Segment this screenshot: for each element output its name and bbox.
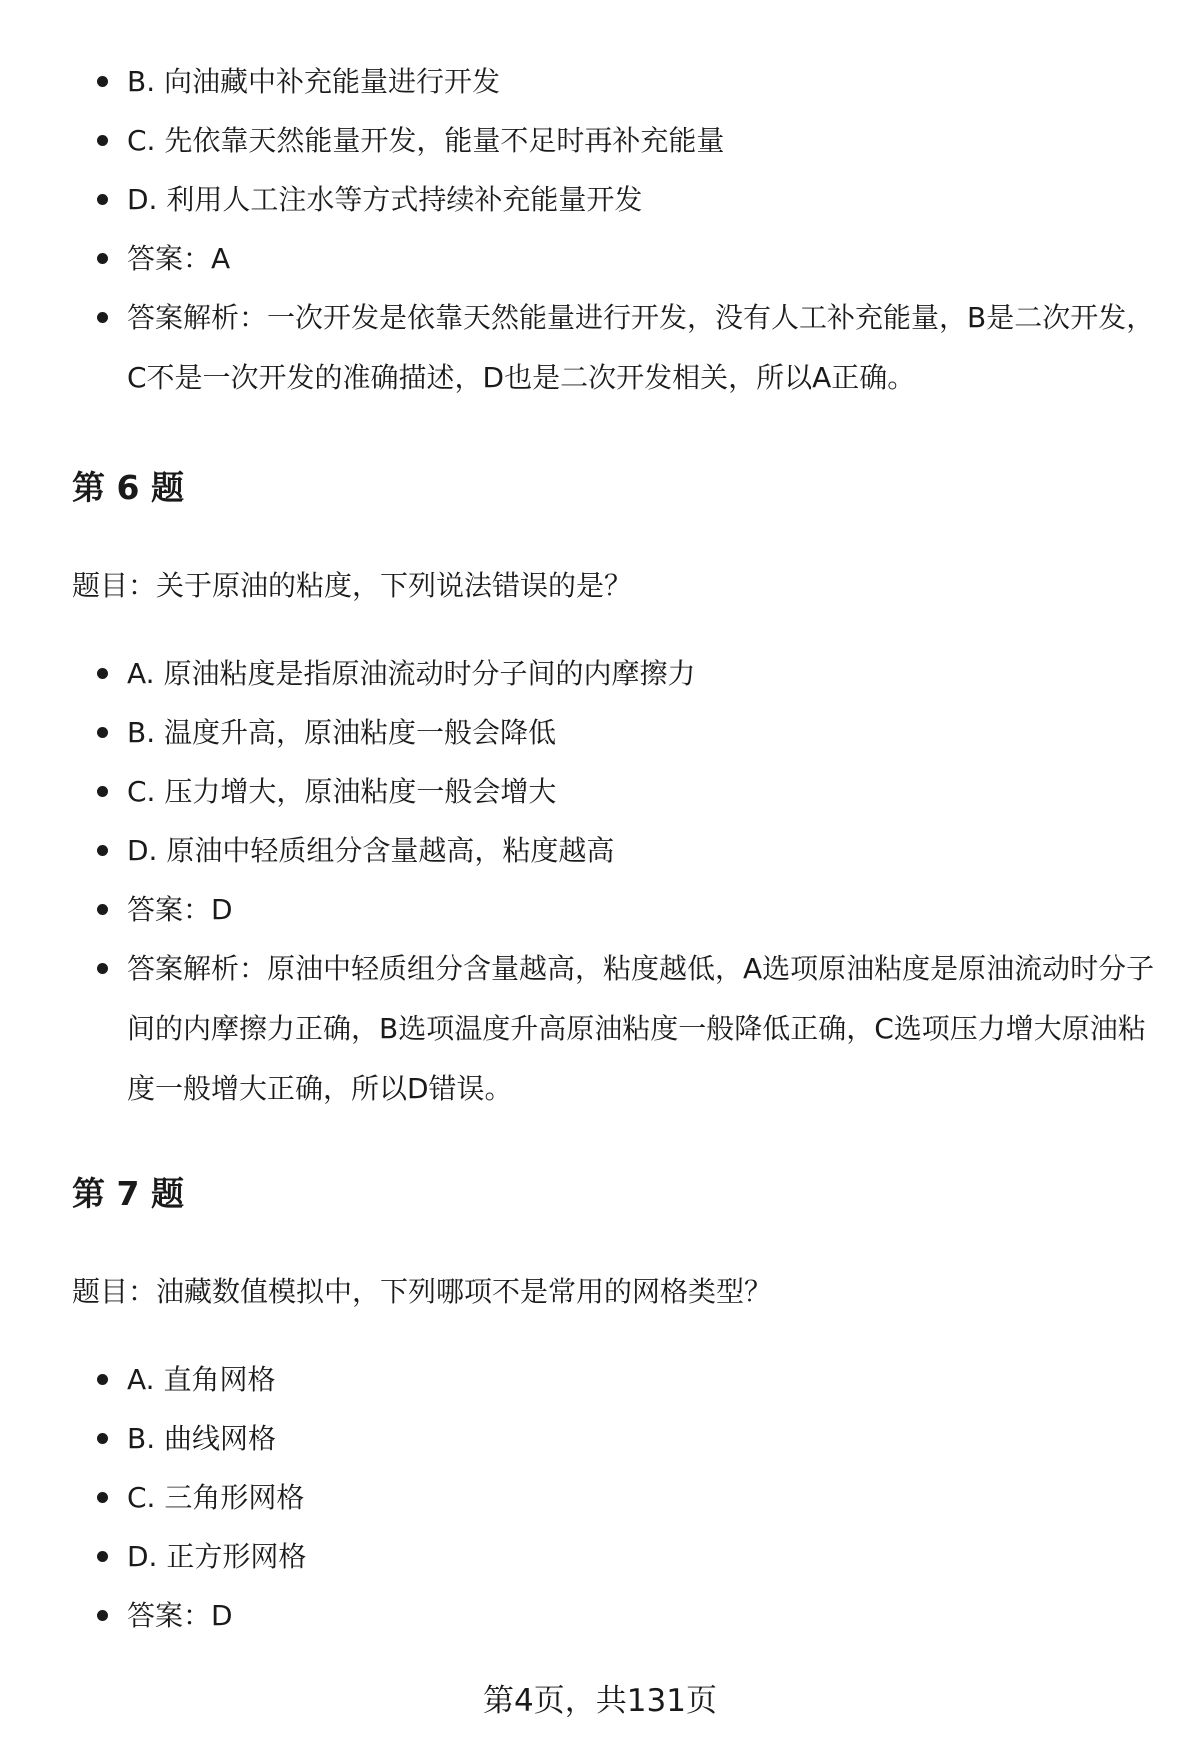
q7-answer: 答案：D [0,1586,1200,1645]
q7-options-list [0,1350,1200,1645]
q6-block [0,644,1200,1119]
q5-option-d: D. 利用人工注水等方式持续补充能量开发 [0,170,1200,229]
q7-question: 题目：油藏数值模拟中，下列哪项不是常用的网格类型？ [72,1275,773,1308]
q6-option-b: B. 温度升高，原油粘度一般会降低 [0,703,1200,762]
q6-options-list [0,644,1200,1119]
page-footer: 第4页，共131页 [483,1683,717,1719]
q5-tail-block [0,52,1200,408]
q6-explanation: 答案解析：原油中轻质组分含量越高，粘度越低，A选项原油粘度是原油流动时分子间的内摩擦力正确，B选项温度升高原油粘度一般降低正确，C选项压力增大原油粘度一般增大正确，所以D错误。 [0,939,1200,1119]
q6-option-d: D. 原油中轻质组分含量越高，粘度越高 [0,821,1200,880]
q7-block [0,1350,1200,1645]
q5-options-list [0,52,1200,408]
q6-heading: 第 6 题 [72,468,184,507]
q6-option-c: C. 压力增大，原油粘度一般会增大 [0,762,1200,821]
q5-answer: 答案：A [0,229,1200,288]
q7-option-b: B. 曲线网格 [0,1409,1200,1468]
q5-explanation: 答案解析：一次开发是依靠天然能量进行开发，没有人工补充能量，B是二次开发，C不是一次开发的准确描述，D也是二次开发相关，所以A正确。 [0,288,1200,408]
q5-option-b: B. 向油藏中补充能量进行开发 [0,52,1200,111]
q6-question: 题目：关于原油的粘度，下列说法错误的是？ [72,569,633,602]
q7-option-d: D. 正方形网格 [0,1527,1200,1586]
q7-option-c: C. 三角形网格 [0,1468,1200,1527]
q6-option-a: A. 原油粘度是指原油流动时分子间的内摩擦力 [0,644,1200,703]
q7-heading: 第 7 题 [72,1174,184,1213]
q6-answer: 答案：D [0,880,1200,939]
q5-option-c: C. 先依靠天然能量开发，能量不足时再补充能量 [0,111,1200,170]
q7-option-a: A. 直角网格 [0,1350,1200,1409]
